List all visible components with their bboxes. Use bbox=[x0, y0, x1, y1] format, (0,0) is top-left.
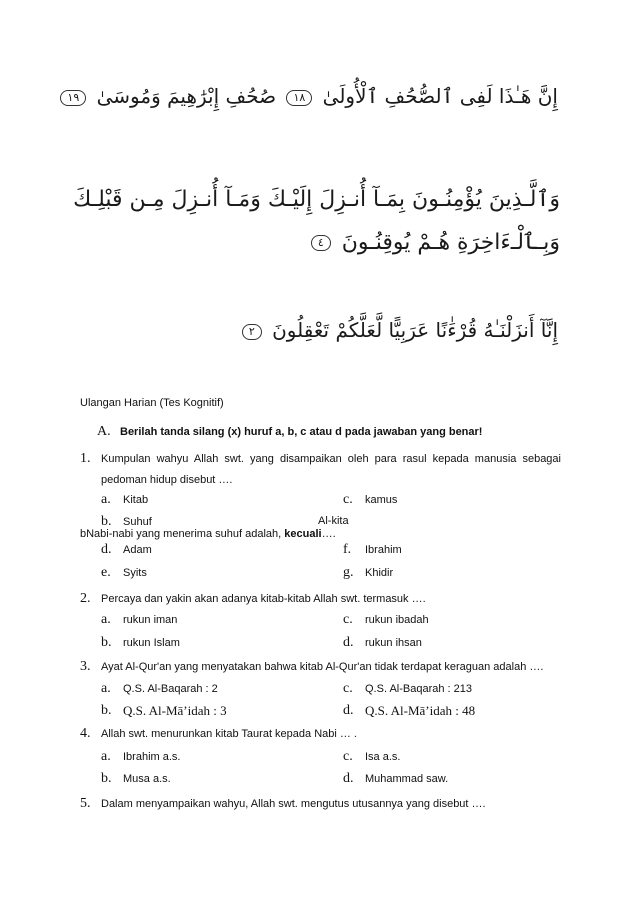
option-letter: c. bbox=[343, 681, 353, 696]
question-number: 5. bbox=[80, 796, 91, 811]
verse-text: إِنَّ هَـٰذَا لَفِى ٱلصُّحُفِ ٱلْأُولَىٰ bbox=[322, 84, 558, 108]
question-text-cont: pedoman hidup disebut …. bbox=[101, 474, 233, 486]
quran-verse-al-baqarah-line2 bbox=[307, 230, 560, 255]
overlap-question-bold: kecuali bbox=[284, 528, 322, 540]
option-letter: c. bbox=[343, 612, 353, 627]
question-text: Dalam menyampaikan wahyu, Allah swt. mengutus utusannya yang disebut …. bbox=[101, 798, 486, 810]
option-text: Syits bbox=[123, 567, 147, 579]
section-instruction: Berilah tanda silang (x) huruf a, b, c atau d pada jawaban yang benar! bbox=[120, 426, 483, 438]
overlap-text-fragment: Al-kita bbox=[318, 515, 349, 527]
overlap-question-text bbox=[80, 528, 336, 540]
overlap-question-start: bNabi-nabi yang menerima suhuf adalah, bbox=[80, 528, 285, 540]
quran-verse-yusuf bbox=[238, 318, 558, 342]
option-text: rukun Islam bbox=[123, 637, 180, 649]
question-text: Ayat Al-Qur'an yang menyatakan bahwa kitab Al-Qur'an tidak terdapat keraguan adalah …. bbox=[101, 661, 544, 673]
option-letter: e. bbox=[101, 565, 111, 580]
option-text: Q.S. Al-Mā’idah : 3 bbox=[123, 703, 227, 718]
option-letter: a. bbox=[101, 681, 111, 696]
option-letter: d. bbox=[101, 542, 112, 557]
option-letter: d. bbox=[343, 771, 354, 786]
question-number: 1. bbox=[80, 451, 91, 466]
option-letter: a. bbox=[101, 492, 111, 507]
option-text: kamus bbox=[365, 494, 398, 506]
option-letter: b. bbox=[101, 635, 112, 650]
ayah-number-marker: ١٩ bbox=[60, 90, 86, 106]
option-letter: b. bbox=[101, 703, 112, 718]
ayah-number-marker: ٤ bbox=[311, 235, 331, 251]
question-number: 4. bbox=[80, 726, 91, 741]
ayah-number-marker: ١٨ bbox=[286, 90, 312, 106]
option-text: Adam bbox=[123, 544, 152, 556]
option-text: Q.S. Al-Baqarah : 2 bbox=[123, 683, 218, 695]
option-text: Kitab bbox=[123, 494, 149, 506]
option-letter: b. bbox=[101, 771, 112, 786]
option-text: Khidir bbox=[365, 567, 394, 579]
option-letter: a. bbox=[101, 749, 111, 764]
verse-text: وَبِـٱلْـءَاخِرَةِ هُـمْ يُوقِنُـونَ bbox=[341, 230, 560, 255]
question-text: Percaya dan yakin akan adanya kitab-kitab Allah swt. termasuk …. bbox=[101, 593, 426, 605]
option-text: Ibrahim bbox=[365, 544, 402, 556]
option-letter: a. bbox=[101, 612, 111, 627]
option-letter: d. bbox=[343, 703, 354, 718]
option-text: Q.S. Al-Mā’idah : 48 bbox=[365, 703, 476, 718]
page-title: Ulangan Harian (Tes Kognitif) bbox=[80, 397, 224, 409]
option-text: Suhuf bbox=[123, 516, 152, 528]
overlap-question-end: …. bbox=[321, 528, 336, 540]
option-letter: b. bbox=[101, 514, 112, 529]
option-text: rukun ibadah bbox=[365, 614, 429, 626]
option-letter: g. bbox=[343, 565, 354, 580]
option-text: Muhammad saw. bbox=[365, 773, 449, 785]
option-text: Q.S. Al-Baqarah : 213 bbox=[365, 683, 473, 695]
quran-verse-al-baqarah-line1: وَٱلَّـذِينَ يُؤْمِنُـونَ بِمَـآ أُنـزِلَ إِلَيْـكَ وَمَـآ أُنـزِلَ مِـن قَبْلِـكَ bbox=[73, 187, 560, 212]
option-letter: c. bbox=[343, 492, 353, 507]
option-text: rukun ihsan bbox=[365, 637, 422, 649]
option-text: rukun iman bbox=[123, 614, 178, 626]
option-letter: d. bbox=[343, 635, 354, 650]
verse-text: صُحُفِ إِبْرَٰهِيمَ وَمُوسَىٰ bbox=[96, 84, 277, 108]
option-text: Isa a.s. bbox=[365, 751, 401, 763]
question-number: 3. bbox=[80, 659, 91, 674]
ayah-number-marker: ٢ bbox=[242, 324, 262, 340]
option-letter: f. bbox=[343, 542, 352, 557]
section-letter: A. bbox=[97, 424, 111, 439]
question-number: 2. bbox=[80, 591, 91, 606]
option-letter: c. bbox=[343, 749, 353, 764]
quran-verse-al-ala bbox=[56, 84, 558, 108]
question-text: Allah swt. menurunkan kitab Taurat kepada Nabi … . bbox=[101, 728, 357, 740]
question-text: Kumpulan wahyu Allah swt. yang disampaikan oleh para rasul kepada manusia sebagai bbox=[101, 453, 561, 465]
verse-text: إِنَّآ أَنزَلْنَـٰهُ قُرْءَٰنًا عَرَبِيًّا لَّعَلَّكُمْ تَعْقِلُونَ bbox=[272, 318, 558, 342]
option-text: Ibrahim a.s. bbox=[123, 751, 181, 763]
option-text: Musa a.s. bbox=[123, 773, 171, 785]
